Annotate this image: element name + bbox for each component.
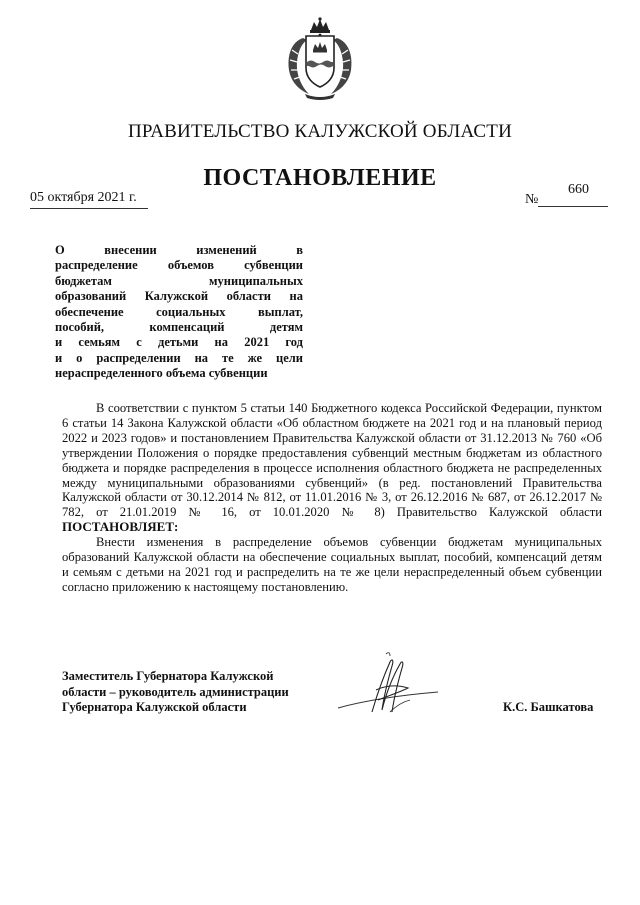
number-underline	[538, 206, 608, 207]
signer-position-line: области – руководитель администрации	[62, 684, 289, 699]
subject-line: пособий, компенсаций детям	[55, 320, 303, 335]
subject-line: и о распределении на те же цели	[55, 350, 303, 365]
number-label: №	[525, 192, 539, 207]
signer-name: К.С. Башкатова	[503, 700, 594, 714]
signer-position-line: Заместитель Губернатора Калужской	[62, 669, 274, 683]
subject-line: и семьям с детьми на 2021 год	[55, 335, 303, 350]
subject-line: бюджетам муниципальных	[55, 273, 303, 288]
government-title: ПРАВИТЕЛЬСТВО КАЛУЖСКОЙ ОБЛАСТИ	[127, 121, 513, 142]
date-underline	[30, 208, 148, 209]
decree-word: ПОСТАНОВЛЯЕТ:	[62, 519, 179, 535]
document-body	[62, 401, 602, 595]
document-type-title: ПОСТАНОВЛЕНИЕ	[203, 165, 437, 191]
coat-of-arms-icon	[283, 16, 357, 102]
handwritten-signature-icon	[330, 650, 445, 725]
document-number: 660	[568, 182, 589, 197]
subject-line: нераспределенного объема субвенции	[55, 366, 268, 381]
signer-position-line: Губернатора Калужской области	[62, 700, 247, 714]
signer-position	[62, 669, 352, 716]
subject-line: обеспечение социальных выплат,	[55, 304, 303, 319]
resolution-paragraph: Внести изменения в распределение объемов субвенции бюджетам муниципальных образований Калужской области на обеспечение социальных выплат, пособий, компенсаций детям и семьям с детьми на 2021 год и распределить на те же цели нераспределенный объем субвенции согласно приложению к настоящему постановлению.	[62, 535, 602, 594]
subject-line: распределение объемов субвенции	[55, 258, 303, 273]
document-subject	[55, 243, 303, 382]
preamble-paragraph	[62, 401, 602, 535]
document-date: 05 октября 2021 г.	[30, 190, 137, 205]
subject-line: образований Калужской области на	[55, 289, 303, 304]
preamble-text: В соответствии с пунктом 5 статьи 140 Бюджетного кодекса Российской Федерации, пунктом 6 статьи 14 Закона Калужской области «Об областном бюджете на 2021 год и на плановый период 2022 и 2023 годов» и постановлением Правительства Калужской области от 31.12.2013 № 760 «Об утверждении Положения о порядке предоставления субвенций местным бюджетам из областного бюджета и порядке распределения в процессе исполнения областного бюджета не распределенных между муниципальными образованиями субвенций» (в ред. постановлений Правительства Калужской области от 30.12.2014 № 812, от 11.01.2016 № 3, от 26.12.2016 № 687, от 26.12.2017 № 782, от 21.01.2019 № 16, от 10.01.2020 № 8) Правительство Калужской области	[62, 401, 602, 520]
subject-line: О внесении изменений в	[55, 243, 303, 257]
